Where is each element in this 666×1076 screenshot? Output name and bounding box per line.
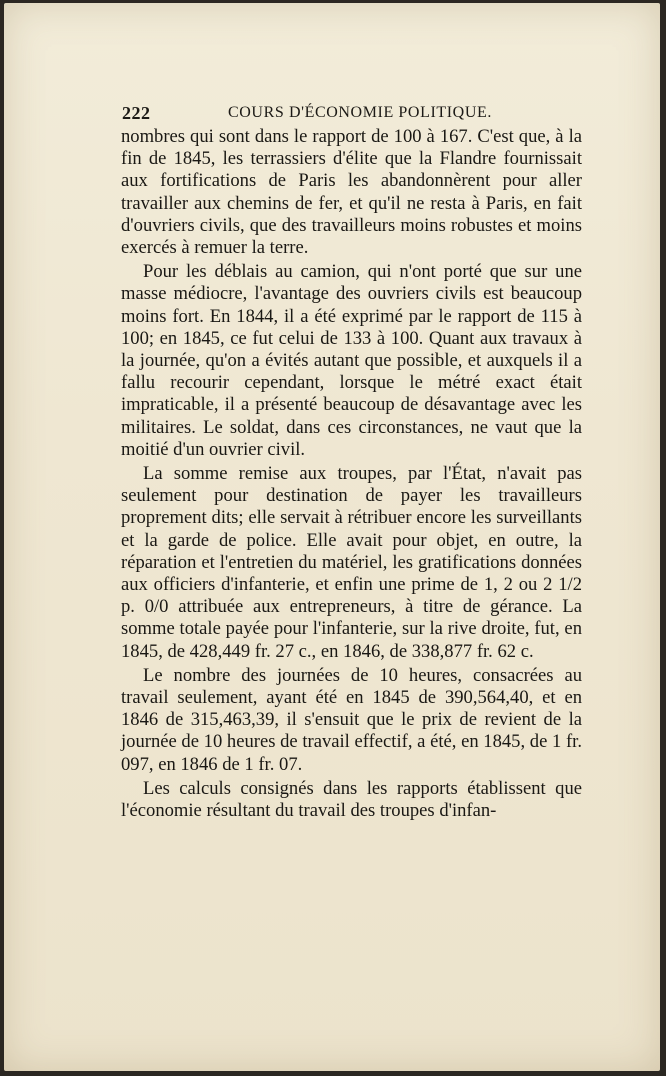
paragraph: Le nombre des journées de 10 heures, consacrées au travail seulement, ayant été en 1845 de 390,564,40, et en 1846 de 315,463,39, il s'ensuit que le prix de revient de la journée de 10 heures de travail effectif, a été, en 1845, de 1 fr. 097, en 1846 de 1 fr. 07. — [121, 664, 582, 775]
paragraph: nombres qui sont dans le rapport de 100 à 167. C'est que, à la fin de 1845, les terrassiers d'élite que la Flandre fournissait aux fortifications de Paris les abandonnèrent pour aller travailler aux chemins de fer, et qu'il ne resta à Paris, en fait d'ouvriers civils, que des travailleurs moins robustes et moins exercés à remuer la terre. — [121, 126, 582, 259]
body-text — [121, 126, 582, 822]
page-number: 222 — [122, 103, 151, 123]
paragraph: La somme remise aux troupes, par l'État, n'avait pas seulement pour destination de payer les travailleurs proprement dits; elle servait à rétribuer encore les surveillants et la garde de police. Elle avait pour objet, en outre, la réparation et l'entretien du matériel, les gratifications données aux officiers d'infanterie, et enfin une prime de 1, 2 ou 2 1/2 p. 0/0 attribuée aux entrepreneurs, à titre de gérance. La somme totale payée pour l'infanterie, sur la rive droite, fut, en 1845, de 428,449 fr. 27 c., en 1846, de 338,877 fr. 62 c. — [121, 463, 582, 662]
paragraph: Les calculs consignés dans les rapports établissent que l'économie résultant du travail des troupes d'infan- — [121, 777, 582, 822]
running-title: COURS D'ÉCONOMIE POLITIQUE. — [228, 104, 492, 121]
paragraph: Pour les déblais au camion, qui n'ont porté que sur une masse médiocre, l'avantage des ouvriers civils est beaucoup moins fort. En 1844, il a été exprimé par le rapport de 115 à 100; en 1845, ce fut celui de 133 à 100. Quant aux travaux à la journée, qu'on a évités autant que possible, et auxquels il a fallu recourir cependant, lorsque le métré exact était impraticable, il a présenté beaucoup de désavantage avec les militaires. Le soldat, dans ces circonstances, ne vaut que la moitié d'un ouvrier civil. — [121, 261, 582, 460]
